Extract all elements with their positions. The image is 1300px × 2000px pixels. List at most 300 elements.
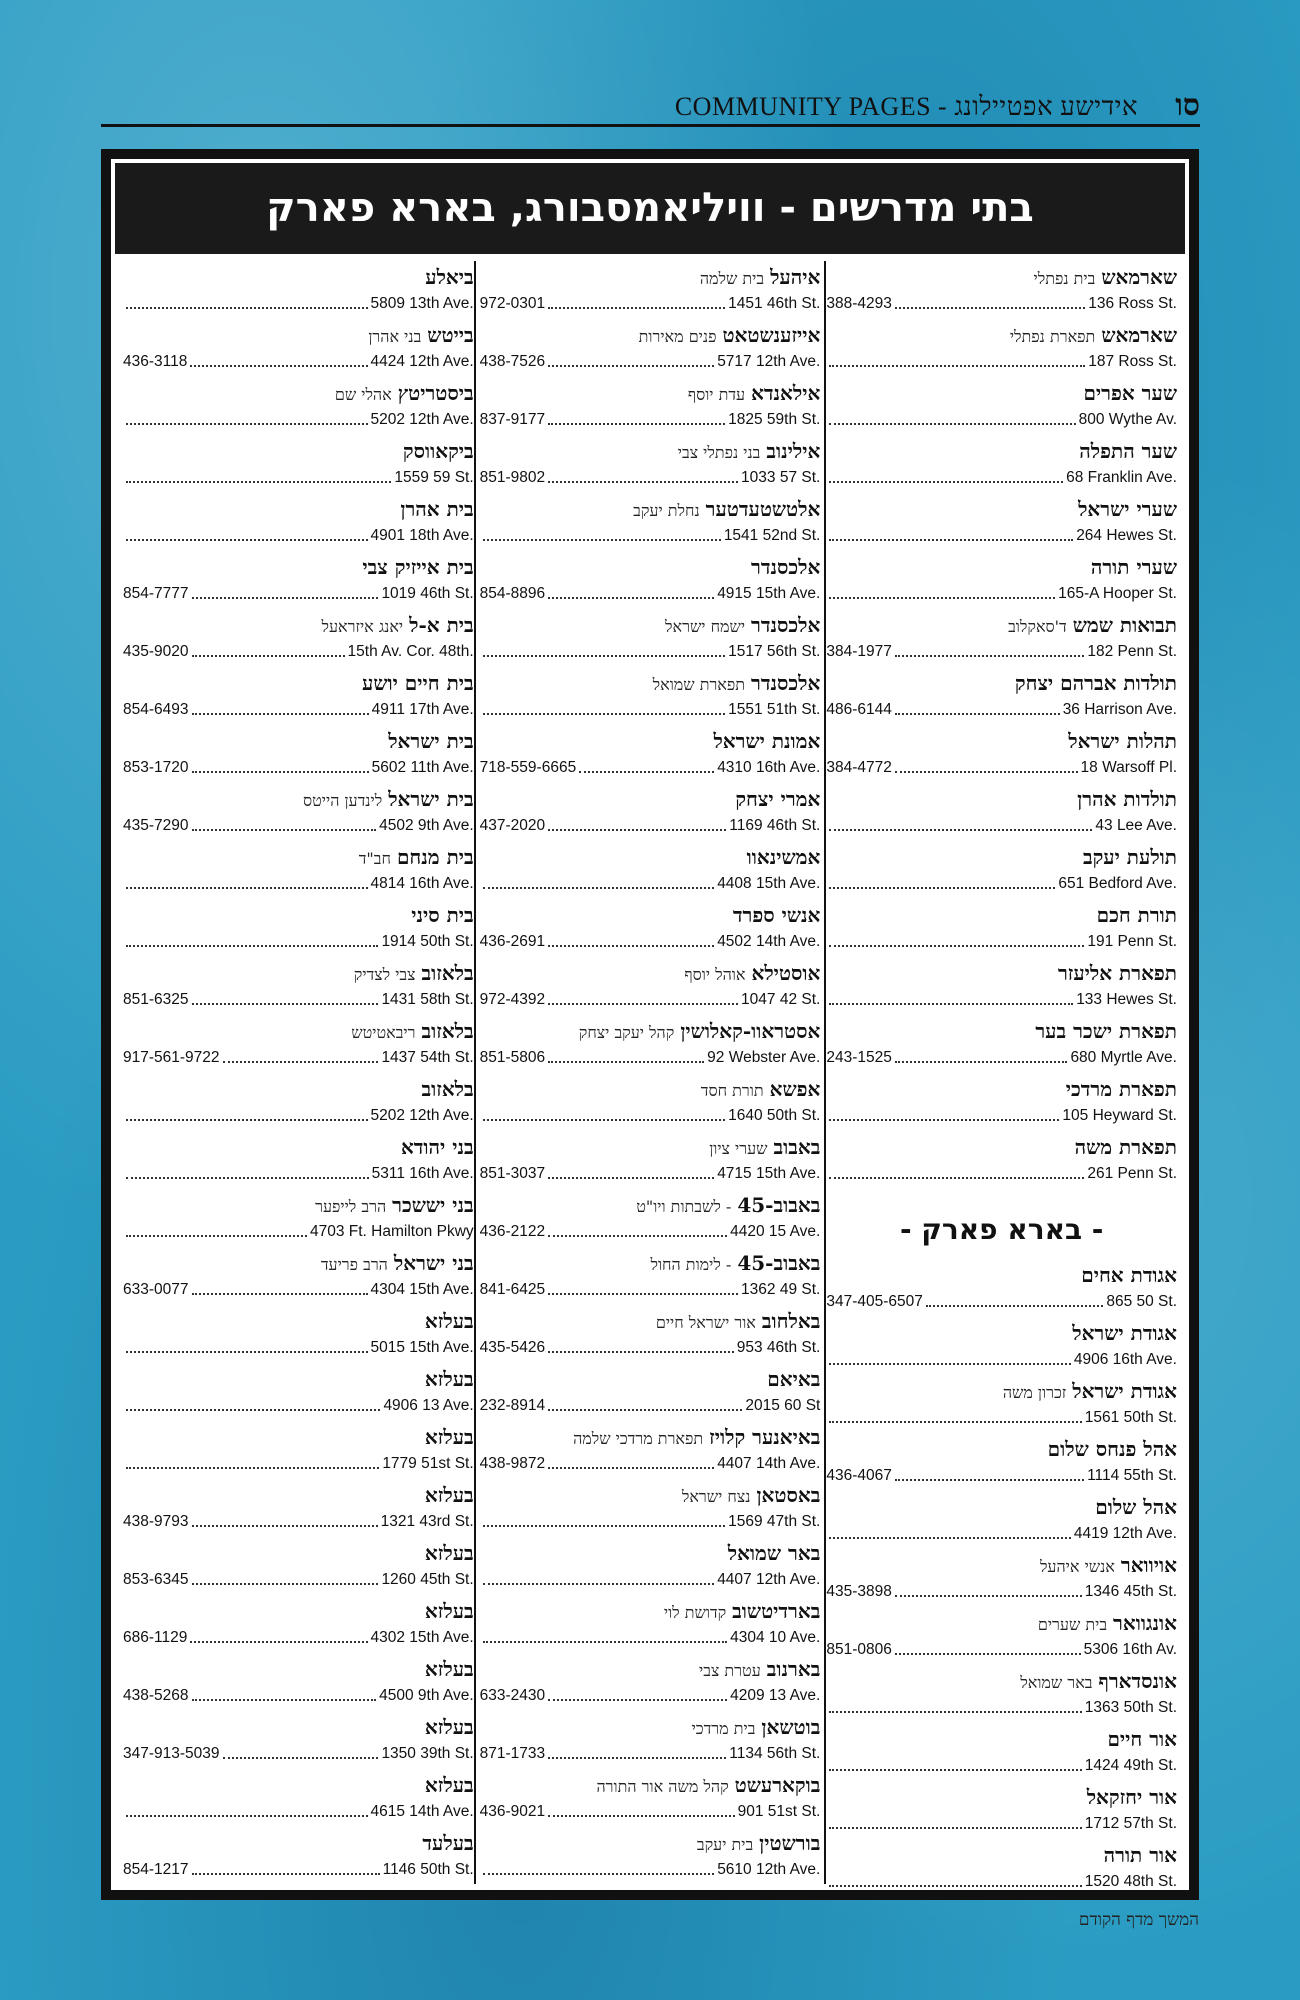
directory-entry	[123, 1189, 474, 1247]
directory-entry	[480, 261, 821, 319]
dot-leader	[192, 1873, 380, 1875]
synagogue-name: אמונת ישראל	[713, 729, 821, 753]
entry-name-line	[123, 319, 474, 349]
synagogue-subtitle: בית יעקב	[696, 1835, 754, 1854]
synagogue-name: בלאזוב	[421, 1077, 474, 1101]
street-address: 1779 51st St.	[382, 1455, 474, 1472]
street-address: 4304 15th Ave.	[370, 1281, 474, 1298]
dot-leader	[483, 655, 725, 657]
entry-address-line	[123, 465, 474, 487]
entry-name-line	[826, 725, 1177, 755]
entry-address-line	[480, 523, 821, 545]
street-address: 5202 12th Ave.	[370, 411, 474, 428]
street-address: 4408 15th Ave.	[717, 875, 821, 892]
synagogue-name: שארמאש	[1101, 323, 1177, 347]
entry-name-line	[480, 1653, 821, 1683]
entry-address-line	[826, 987, 1177, 1009]
entry-name-line	[480, 957, 821, 987]
directory-entry	[826, 551, 1177, 609]
synagogue-name: שער התפלה	[1079, 439, 1177, 463]
synagogue-name: תבואות שמש	[1072, 613, 1177, 637]
synagogue-subtitle: קדושת לוי	[663, 1603, 727, 1622]
dot-leader	[548, 1061, 704, 1063]
street-address: 1640 50th St.	[728, 1107, 821, 1124]
synagogue-subtitle: תורת חסד	[700, 1081, 764, 1100]
synagogue-name: בעלזא	[424, 1367, 474, 1391]
directory-entry	[480, 1827, 821, 1885]
dot-leader	[548, 481, 738, 483]
directory-entry	[826, 1723, 1177, 1781]
dot-leader	[829, 1003, 1073, 1005]
phone-number: 633-2430	[479, 1687, 546, 1704]
entry-address-line	[123, 1509, 474, 1531]
street-address: 4420 15 Ave.	[730, 1223, 821, 1240]
synagogue-subtitle: באר שמואל	[1020, 1673, 1093, 1692]
directory-entry	[480, 725, 821, 783]
entry-name-line	[480, 841, 821, 871]
synagogue-name: תפארת משה	[1074, 1135, 1177, 1159]
street-address: 1520 48th St.	[1084, 1873, 1177, 1890]
entry-name-line	[480, 1363, 821, 1393]
dot-leader	[192, 829, 377, 831]
synagogue-name: בני ישראל	[393, 1251, 474, 1275]
dot-leader	[548, 1293, 738, 1295]
synagogue-subtitle: הרב פריעד	[320, 1255, 388, 1274]
synagogue-name: באיאנער קלויז	[709, 1425, 821, 1449]
synagogue-name: בעלזא	[424, 1773, 474, 1797]
street-address: 800 Wythe Av.	[1078, 411, 1177, 428]
synagogue-subtitle: תפארת מרדכי שלמה	[573, 1429, 704, 1448]
synagogue-name: אהל פנחס שלום	[1047, 1437, 1177, 1461]
phone-number: 388-4293	[826, 295, 892, 312]
directory-entry	[826, 899, 1177, 957]
entry-address-line	[480, 1161, 821, 1183]
entry-address-line	[826, 1637, 1177, 1659]
directory-entry	[826, 783, 1177, 841]
phone-number: 436-4067	[826, 1467, 892, 1484]
street-address: 4407 12th Ave.	[717, 1571, 821, 1588]
dot-leader	[190, 1641, 367, 1643]
synagogue-name: בעלזא	[424, 1599, 474, 1623]
entry-name-line	[826, 1433, 1177, 1463]
phone-number: 435-9020	[123, 643, 189, 660]
phone-number: 686-1129	[123, 1629, 188, 1646]
dot-leader	[548, 365, 714, 367]
street-address: 953 46th St.	[736, 1339, 821, 1356]
street-address: 4915 15th Ave.	[717, 585, 821, 602]
street-address: 4906 16th Ave.	[1073, 1351, 1177, 1368]
phone-number: 633-0077	[123, 1281, 189, 1298]
directory-entry	[826, 1665, 1177, 1723]
entry-name-line	[123, 667, 474, 697]
dot-leader	[548, 1757, 726, 1759]
synagogue-name: שערי ישראל	[1078, 497, 1177, 521]
entry-name-line	[826, 1073, 1177, 1103]
directory-entry	[480, 1537, 821, 1595]
entry-name-line	[123, 1537, 474, 1567]
entry-address-line	[826, 1521, 1177, 1543]
synagogue-subtitle: קהל יעקב יצחק	[578, 1023, 675, 1042]
page-number: סו	[1175, 88, 1200, 123]
street-address: 1169 46th St.	[729, 817, 821, 834]
entry-address-line	[826, 813, 1177, 835]
dot-leader	[829, 1363, 1071, 1365]
synagogue-subtitle: ישמח ישראל	[665, 617, 746, 636]
dot-leader	[829, 945, 1084, 947]
synagogue-name: שארמאש	[1101, 265, 1177, 289]
street-address: 1321 43rd St.	[380, 1513, 474, 1530]
entry-name-line	[826, 1839, 1177, 1869]
directory-entry	[480, 783, 821, 841]
dot-leader	[829, 597, 1055, 599]
phone-number: 384-1977	[826, 643, 892, 660]
synagogue-name: תפארת אליעזר	[1057, 961, 1177, 985]
dot-leader	[548, 1409, 742, 1411]
phone-number: 851-9802	[479, 469, 546, 486]
phone-number: 486-6144	[826, 701, 892, 718]
dot-leader	[190, 365, 367, 367]
entry-name-line	[123, 1247, 474, 1277]
entry-address-line	[826, 755, 1177, 777]
street-address: 1114 55th St.	[1087, 1467, 1177, 1484]
synagogue-name: אויוואר	[1120, 1553, 1177, 1577]
dot-leader	[829, 1537, 1071, 1539]
entry-address-line	[123, 1103, 474, 1125]
street-address: 5717 12th Ave.	[717, 353, 821, 370]
dot-leader	[895, 1653, 1081, 1655]
directory-entry	[123, 551, 474, 609]
street-address: 1559 59 St.	[394, 469, 474, 486]
directory-entry	[826, 1259, 1177, 1317]
synagogue-name: אילינוב	[766, 439, 821, 463]
street-address: 4310 16th Ave.	[717, 759, 821, 776]
directory-entry	[123, 1421, 474, 1479]
street-address: 5809 13th Ave.	[370, 295, 474, 312]
synagogue-name: בוטשאן	[761, 1715, 821, 1739]
street-address: 1561 50th St.	[1084, 1409, 1177, 1426]
directory-entry	[826, 1839, 1177, 1897]
directory-entry	[826, 1015, 1177, 1073]
directory-entry	[826, 1073, 1177, 1131]
street-address: 4407 14th Ave.	[717, 1455, 821, 1472]
entry-address-line	[123, 1799, 474, 1821]
synagogue-name: באבוב-45	[737, 1251, 821, 1275]
entry-name-line	[480, 1131, 821, 1161]
entry-name-line	[480, 1595, 821, 1625]
directory-entry	[826, 377, 1177, 435]
street-address: 680 Myrtle Ave.	[1070, 1049, 1177, 1066]
entry-name-line	[480, 1769, 821, 1799]
entry-address-line	[480, 407, 821, 429]
synagogue-subtitle: ד'סאקלוב	[1008, 617, 1067, 636]
dot-leader	[829, 1421, 1081, 1423]
entry-name-line	[123, 1711, 474, 1741]
directory-entry	[480, 841, 821, 899]
directory-entry	[826, 1549, 1177, 1607]
synagogue-name: אלטשטעדטער	[705, 497, 821, 521]
directory-entry	[826, 609, 1177, 667]
directory-entry	[123, 1827, 474, 1885]
synagogue-name: בייטש	[427, 323, 474, 347]
synagogue-name: אלכסנדר	[751, 555, 821, 579]
phone-number: 853-1720	[123, 759, 189, 776]
synagogue-subtitle: תפארת נפתלי	[1009, 327, 1096, 346]
dot-leader	[192, 713, 369, 715]
dot-leader	[483, 1119, 725, 1121]
synagogue-name: תפארת ישכר בער	[1035, 1019, 1177, 1043]
street-address: 901 51st St.	[737, 1803, 821, 1820]
directory-banner: בתי מדרשים - וויליאמסבורג, בארא פארק	[115, 163, 1185, 254]
entry-address-line	[480, 639, 821, 661]
dot-leader	[483, 1525, 725, 1527]
entry-name-line	[826, 609, 1177, 639]
entry-name-line	[123, 957, 474, 987]
entry-address-line	[826, 349, 1177, 371]
synagogue-name: אלכסנדר	[751, 613, 821, 637]
entry-address-line	[480, 1277, 821, 1299]
directory-entry	[123, 493, 474, 551]
directory-entry	[480, 1479, 821, 1537]
phone-number: 435-3898	[826, 1583, 892, 1600]
dot-leader	[895, 771, 1078, 773]
entry-name-line	[480, 1711, 821, 1741]
dot-leader	[548, 1815, 734, 1817]
continued-note: המשך מדף הקודם	[1078, 1910, 1199, 1930]
street-address: 4500 9th Ave.	[379, 1687, 474, 1704]
synagogue-name: תהלות ישראל	[1068, 729, 1177, 753]
entry-address-line	[480, 871, 821, 893]
entry-address-line	[123, 349, 474, 371]
synagogue-name: בעלזא	[424, 1541, 474, 1565]
street-address: 1424 49th St.	[1084, 1757, 1177, 1774]
directory-entry	[826, 841, 1177, 899]
synagogue-subtitle: יאנג איזראעל	[321, 617, 404, 636]
street-address: 191 Penn St.	[1087, 933, 1177, 950]
phone-number: 917-561-9722	[123, 1049, 220, 1066]
dot-leader	[829, 1177, 1084, 1179]
synagogue-name: בעלזא	[424, 1715, 474, 1739]
street-address: 4502 14th Ave.	[717, 933, 821, 950]
dot-leader	[829, 829, 1092, 831]
entry-name-line	[480, 1421, 821, 1451]
dot-leader	[829, 1711, 1081, 1713]
entry-address-line	[480, 1219, 821, 1241]
street-address: 4424 12th Ave.	[370, 353, 474, 370]
directory-panel	[109, 157, 1191, 1892]
dot-leader	[126, 1351, 368, 1353]
synagogue-name: אמרי יצחק	[735, 787, 821, 811]
street-address: 1033 57 St.	[741, 469, 821, 486]
synagogue-name: בורשטין	[759, 1831, 821, 1855]
phone-number: 436-3118	[123, 353, 188, 370]
synagogue-subtitle: פנים מאירות	[638, 327, 717, 346]
entry-name-line	[826, 899, 1177, 929]
synagogue-subtitle: חב"ד	[358, 849, 391, 868]
directory-entry	[480, 1595, 821, 1653]
entry-name-line	[826, 319, 1177, 349]
street-address: 1712 57th St.	[1084, 1815, 1177, 1832]
entry-name-line	[480, 1247, 821, 1277]
phone-number: 438-5268	[123, 1687, 189, 1704]
entry-address-line	[480, 581, 821, 603]
entry-address-line	[826, 1869, 1177, 1891]
directory-entry	[826, 1375, 1177, 1433]
entry-address-line	[123, 1393, 474, 1415]
synagogue-name: בוקארעשט	[734, 1773, 821, 1797]
synagogue-name: שער אפרים	[1083, 381, 1177, 405]
street-address: 68 Franklin Ave.	[1066, 469, 1177, 486]
directory-entry	[123, 841, 474, 899]
synagogue-name: בעלזא	[424, 1309, 474, 1333]
synagogue-name: אור יחזקאל	[1086, 1785, 1177, 1809]
directory-entry	[480, 667, 821, 725]
street-address: 4209 13 Ave.	[730, 1687, 821, 1704]
section-heading-boro-park: - בארא פארק -	[899, 1213, 1104, 1246]
dot-leader	[192, 1003, 379, 1005]
entry-address-line	[480, 1451, 821, 1473]
synagogue-name: בעלעד	[422, 1831, 474, 1855]
dot-leader	[829, 481, 1063, 483]
entry-name-line	[826, 1549, 1177, 1579]
directory-entry	[826, 1131, 1177, 1189]
dot-leader	[895, 307, 1085, 309]
synagogue-name: אמשינאוו	[746, 845, 821, 869]
dot-leader	[483, 1583, 715, 1585]
street-address: 5602 11th Ave.	[371, 759, 474, 776]
entry-address-line	[480, 987, 821, 1009]
phone-number: 437-2020	[479, 817, 546, 834]
entry-address-line	[480, 349, 821, 371]
entry-name-line	[480, 725, 821, 755]
directory-entry	[480, 957, 821, 1015]
entry-address-line	[480, 813, 821, 835]
entry-name-line	[123, 1479, 474, 1509]
entry-address-line	[826, 1045, 1177, 1067]
entry-name-line	[826, 377, 1177, 407]
street-address: 651 Bedford Ave.	[1058, 875, 1177, 892]
synagogue-name: בלאזוב	[421, 961, 474, 985]
directory-entry	[480, 1073, 821, 1131]
dot-leader	[192, 1583, 379, 1585]
dot-leader	[192, 1293, 368, 1295]
synagogue-subtitle: בית נפתלי	[1033, 269, 1096, 288]
entry-name-line	[123, 1595, 474, 1625]
phone-number: 436-9021	[479, 1803, 546, 1820]
street-address: 133 Hewes St.	[1076, 991, 1177, 1008]
street-address: 1517 56th St.	[728, 643, 821, 660]
directory-entry	[480, 1131, 821, 1189]
entry-address-line	[826, 1103, 1177, 1125]
street-address: 1431 58th St.	[381, 991, 474, 1008]
directory-entry	[826, 261, 1177, 319]
synagogue-name: אסטראוו-קאלושין	[680, 1019, 821, 1043]
entry-name-line	[123, 899, 474, 929]
entry-name-line	[123, 1305, 474, 1335]
street-address: 261 Penn St.	[1087, 1165, 1177, 1182]
entry-name-line	[123, 1827, 474, 1857]
directory-entry	[123, 957, 474, 1015]
street-address: 1362 49 St.	[741, 1281, 821, 1298]
directory-entry	[123, 319, 474, 377]
directory-entry	[480, 609, 821, 667]
street-address: 5015 15th Ave.	[370, 1339, 474, 1356]
directory-entry	[123, 1305, 474, 1363]
street-address: 5306 16th Av.	[1083, 1641, 1177, 1658]
street-address: 5610 12th Ave.	[717, 1861, 821, 1878]
entry-address-line	[480, 1683, 821, 1705]
entry-address-line	[826, 291, 1177, 313]
synagogue-name: תולעת יעקב	[1082, 845, 1177, 869]
dot-leader	[483, 1873, 715, 1875]
street-address: 4906 13 Ave.	[383, 1397, 474, 1414]
street-address: 15th Av. Cor. 48th.	[347, 643, 474, 660]
synagogue-subtitle: הרב לייפער	[315, 1197, 387, 1216]
entry-name-line	[123, 783, 474, 813]
entry-name-line	[826, 1665, 1177, 1695]
entry-address-line	[826, 1405, 1177, 1427]
directory-entry	[480, 1653, 821, 1711]
entry-name-line	[123, 261, 474, 291]
entry-address-line	[826, 407, 1177, 429]
dot-leader	[548, 945, 714, 947]
entry-name-line	[123, 725, 474, 755]
synagogue-name: איהעל	[770, 265, 821, 289]
synagogue-name: באלחוב	[761, 1309, 821, 1333]
synagogue-name: בית ישראל	[388, 787, 474, 811]
directory-entry	[123, 725, 474, 783]
synagogue-name: בעלזא	[424, 1657, 474, 1681]
phone-number: 435-7290	[123, 817, 189, 834]
directory-entry	[826, 1491, 1177, 1549]
synagogue-name: ביקאווסק	[402, 439, 474, 463]
directory-entry	[826, 435, 1177, 493]
dot-leader	[829, 1119, 1059, 1121]
entry-name-line	[826, 1317, 1177, 1347]
phone-number: 854-6493	[123, 701, 189, 718]
street-address: 187 Ross St.	[1088, 353, 1177, 370]
entry-address-line	[826, 1811, 1177, 1833]
directory-columns	[123, 261, 1177, 1890]
entry-name-line	[480, 551, 821, 581]
synagogue-subtitle: - לימות החול	[650, 1255, 732, 1274]
street-address: 4911 17th Ave.	[371, 701, 474, 718]
synagogue-name: אפשא	[769, 1077, 821, 1101]
entry-address-line	[826, 465, 1177, 487]
entry-name-line	[826, 435, 1177, 465]
synagogue-subtitle: בני נפתלי צבי	[677, 443, 761, 462]
synagogue-name: בלאזוב	[421, 1019, 474, 1043]
dot-leader	[829, 1769, 1081, 1771]
column-middle	[474, 261, 827, 1884]
entry-name-line	[826, 841, 1177, 871]
synagogue-name: באבוב-45	[737, 1193, 821, 1217]
synagogue-name: תורת חכם	[1096, 903, 1177, 927]
synagogue-subtitle: צבי לצדיק	[353, 965, 416, 984]
entry-name-line	[123, 551, 474, 581]
synagogue-name: בית אייזיק צבי	[362, 555, 474, 579]
synagogue-name: בעלזא	[424, 1483, 474, 1507]
synagogue-name: בית חיים יושע	[362, 671, 474, 695]
synagogue-subtitle: זכרון משה	[1002, 1383, 1067, 1402]
synagogue-subtitle: לינדען הייטס	[303, 791, 383, 810]
entry-name-line	[826, 957, 1177, 987]
entry-address-line	[480, 755, 821, 777]
directory-entry	[123, 899, 474, 957]
entry-name-line	[826, 783, 1177, 813]
dot-leader	[895, 1595, 1082, 1597]
dot-leader	[223, 1757, 379, 1759]
directory-entry	[826, 1607, 1177, 1665]
